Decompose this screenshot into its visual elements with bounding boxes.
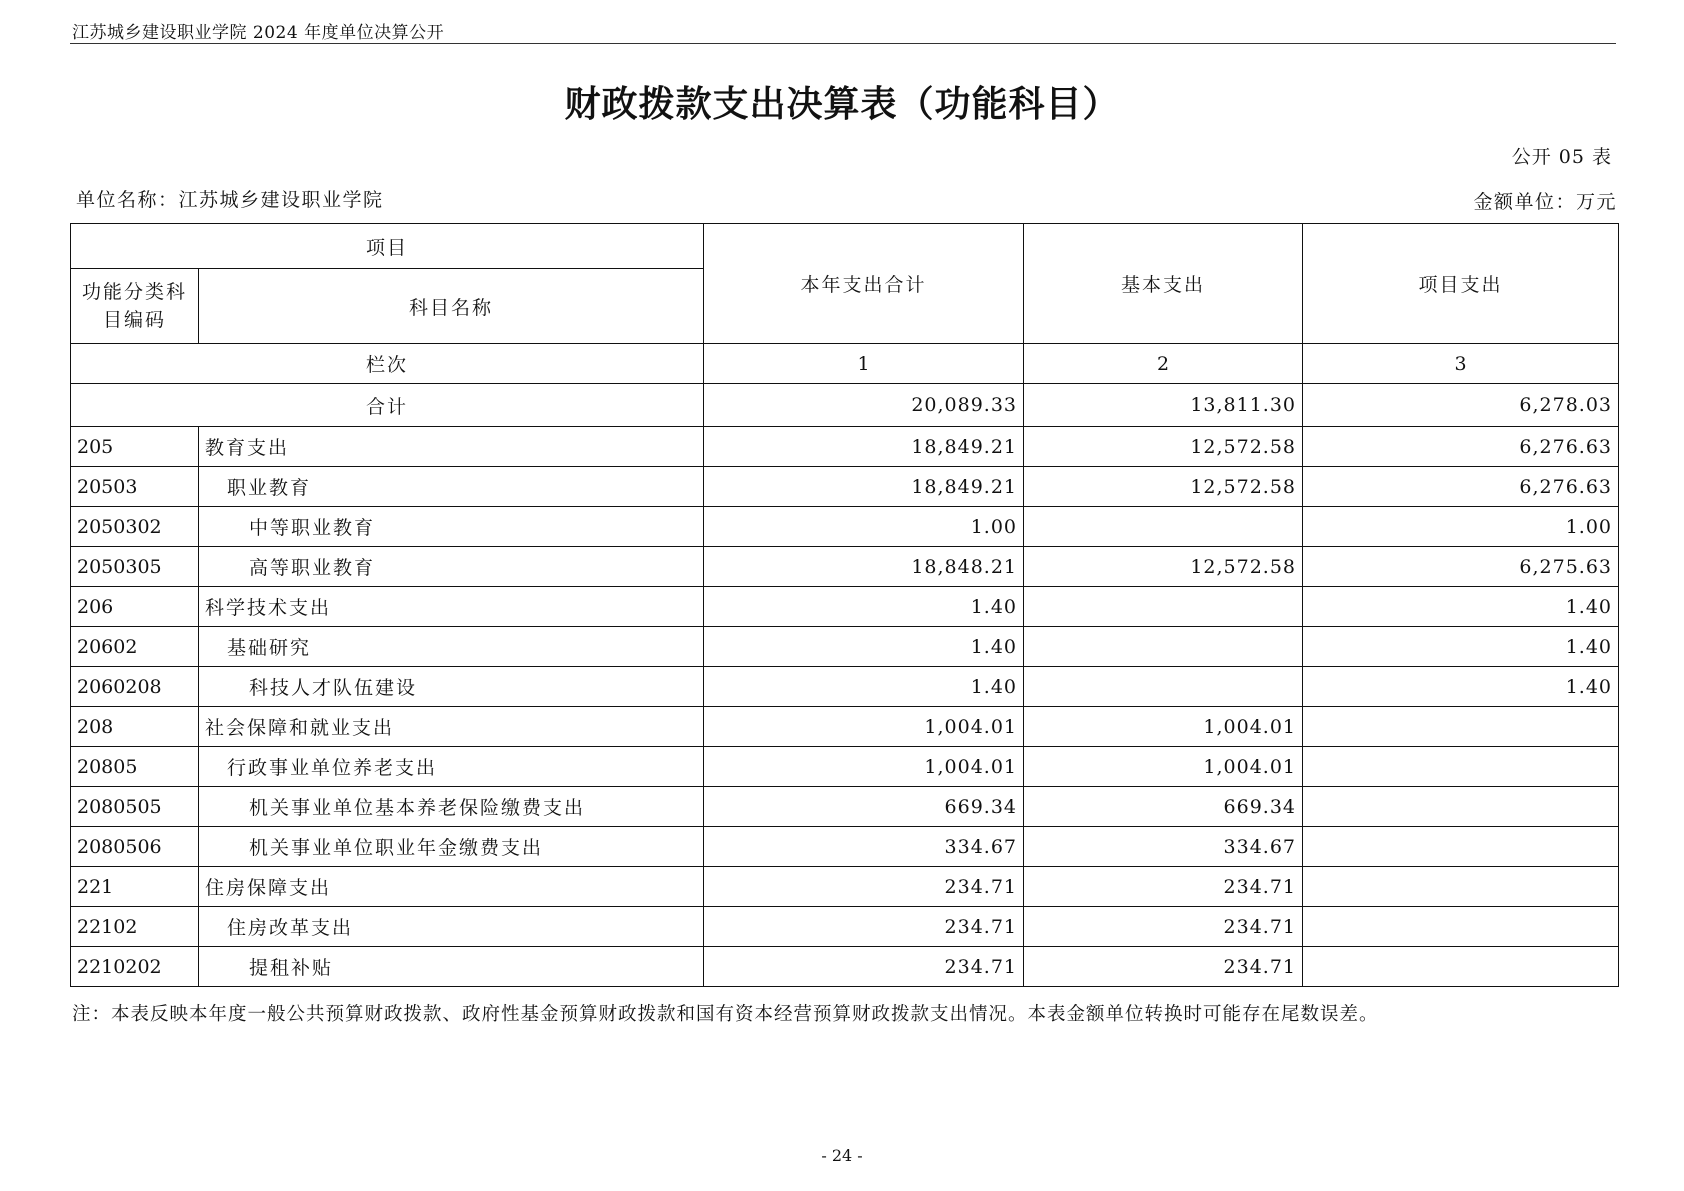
row-basic: 669.34 [1024, 787, 1303, 827]
row-total: 1.40 [704, 587, 1024, 627]
row-basic: 234.71 [1024, 947, 1303, 987]
row-project [1303, 707, 1619, 747]
row-code: 20503 [71, 467, 199, 507]
row-code: 20805 [71, 747, 199, 787]
project-exp-column-header: 项目支出 [1303, 224, 1619, 344]
table-row [71, 747, 1619, 787]
table-row [71, 827, 1619, 867]
row-name: 基础研究 [199, 627, 704, 667]
row-total: 1,004.01 [704, 747, 1024, 787]
table-row [71, 427, 1619, 467]
total-basic: 13,811.30 [1024, 384, 1303, 427]
column-index-2: 2 [1024, 344, 1303, 384]
table-row [71, 667, 1619, 707]
row-code: 22102 [71, 907, 199, 947]
total-row [71, 384, 1619, 427]
table-code: 公开 05 表 [1511, 146, 1612, 168]
row-total: 1.00 [704, 507, 1024, 547]
table-row [71, 467, 1619, 507]
name-column-header: 科目名称 [199, 269, 704, 344]
basic-column-header: 基本支出 [1024, 224, 1303, 344]
row-project [1303, 867, 1619, 907]
row-total: 234.71 [704, 867, 1024, 907]
table-row [71, 707, 1619, 747]
row-total: 234.71 [704, 947, 1024, 987]
row-total: 1.40 [704, 627, 1024, 667]
row-total: 334.67 [704, 827, 1024, 867]
row-name: 高等职业教育 [199, 547, 704, 587]
row-basic: 234.71 [1024, 867, 1303, 907]
row-project [1303, 907, 1619, 947]
row-name: 科技人才队伍建设 [199, 667, 704, 707]
row-code: 208 [71, 707, 199, 747]
total-amount: 20,089.33 [704, 384, 1024, 427]
row-basic [1024, 667, 1303, 707]
project-header: 项目 [71, 224, 704, 269]
row-code: 2050302 [71, 507, 199, 547]
row-code: 206 [71, 587, 199, 627]
row-project [1303, 787, 1619, 827]
code-column-header: 功能分类科目编码 [71, 269, 199, 344]
total-column-header: 本年支出合计 [704, 224, 1024, 344]
table-row [71, 907, 1619, 947]
row-code: 2060208 [71, 667, 199, 707]
table-row [71, 867, 1619, 907]
row-code: 2210202 [71, 947, 199, 987]
unit-name: 单位名称：江苏城乡建设职业学院 [76, 189, 384, 211]
row-name: 科学技术支出 [199, 587, 704, 627]
row-total: 18,848.21 [704, 547, 1024, 587]
row-project [1303, 827, 1619, 867]
row-project: 6,275.63 [1303, 547, 1619, 587]
row-code: 2080505 [71, 787, 199, 827]
row-total: 1.40 [704, 667, 1024, 707]
row-name: 提租补贴 [199, 947, 704, 987]
total-project: 6,278.03 [1303, 384, 1619, 427]
row-code: 2080506 [71, 827, 199, 867]
row-name: 机关事业单位职业年金缴费支出 [199, 827, 704, 867]
column-index-row [71, 344, 1619, 384]
row-total: 669.34 [704, 787, 1024, 827]
row-project: 1.40 [1303, 667, 1619, 707]
page-header: 江苏城乡建设职业学院 2024 年度单位决算公开 [72, 23, 445, 43]
table-row [71, 947, 1619, 987]
row-code: 205 [71, 427, 199, 467]
row-code: 2050305 [71, 547, 199, 587]
row-name: 职业教育 [199, 467, 704, 507]
amount-unit: 金额单位：万元 [1473, 191, 1617, 213]
row-name: 社会保障和就业支出 [199, 707, 704, 747]
row-basic: 334.67 [1024, 827, 1303, 867]
row-name: 机关事业单位基本养老保险缴费支出 [199, 787, 704, 827]
row-total: 18,849.21 [704, 467, 1024, 507]
row-code: 20602 [71, 627, 199, 667]
row-basic: 1,004.01 [1024, 747, 1303, 787]
total-label: 合计 [71, 384, 704, 427]
row-project: 6,276.63 [1303, 427, 1619, 467]
table-row [71, 507, 1619, 547]
row-total: 1,004.01 [704, 707, 1024, 747]
row-basic [1024, 587, 1303, 627]
row-project: 6,276.63 [1303, 467, 1619, 507]
row-project: 1.40 [1303, 587, 1619, 627]
row-name: 中等职业教育 [199, 507, 704, 547]
expenditure-table [70, 223, 1619, 987]
row-project: 1.40 [1303, 627, 1619, 667]
page-title: 财政拨款支出决算表（功能科目） [564, 84, 1120, 125]
row-name: 行政事业单位养老支出 [199, 747, 704, 787]
table-row [71, 627, 1619, 667]
row-basic: 12,572.58 [1024, 467, 1303, 507]
row-basic: 12,572.58 [1024, 427, 1303, 467]
column-index-3: 3 [1303, 344, 1619, 384]
row-project: 1.00 [1303, 507, 1619, 547]
row-total: 234.71 [704, 907, 1024, 947]
table-row [71, 547, 1619, 587]
row-code: 221 [71, 867, 199, 907]
row-basic [1024, 507, 1303, 547]
table-note: 注：本表反映本年度一般公共预算财政拨款、政府性基金预算财政拨款和国有资本经营预算财政拨款支出情况。本表金额单位转换时可能存在尾数误差。 [72, 1004, 1379, 1025]
row-basic: 1,004.01 [1024, 707, 1303, 747]
row-project [1303, 747, 1619, 787]
table-row [71, 787, 1619, 827]
row-total: 18,849.21 [704, 427, 1024, 467]
table-row [71, 587, 1619, 627]
row-project [1303, 947, 1619, 987]
column-index-label: 栏次 [71, 344, 704, 384]
row-basic [1024, 627, 1303, 667]
row-basic: 234.71 [1024, 907, 1303, 947]
row-basic: 12,572.58 [1024, 547, 1303, 587]
row-name: 住房改革支出 [199, 907, 704, 947]
header-divider [70, 43, 1616, 44]
row-name: 住房保障支出 [199, 867, 704, 907]
row-name: 教育支出 [199, 427, 704, 467]
page-number: - 24 - [821, 1146, 863, 1165]
column-index-1: 1 [704, 344, 1024, 384]
